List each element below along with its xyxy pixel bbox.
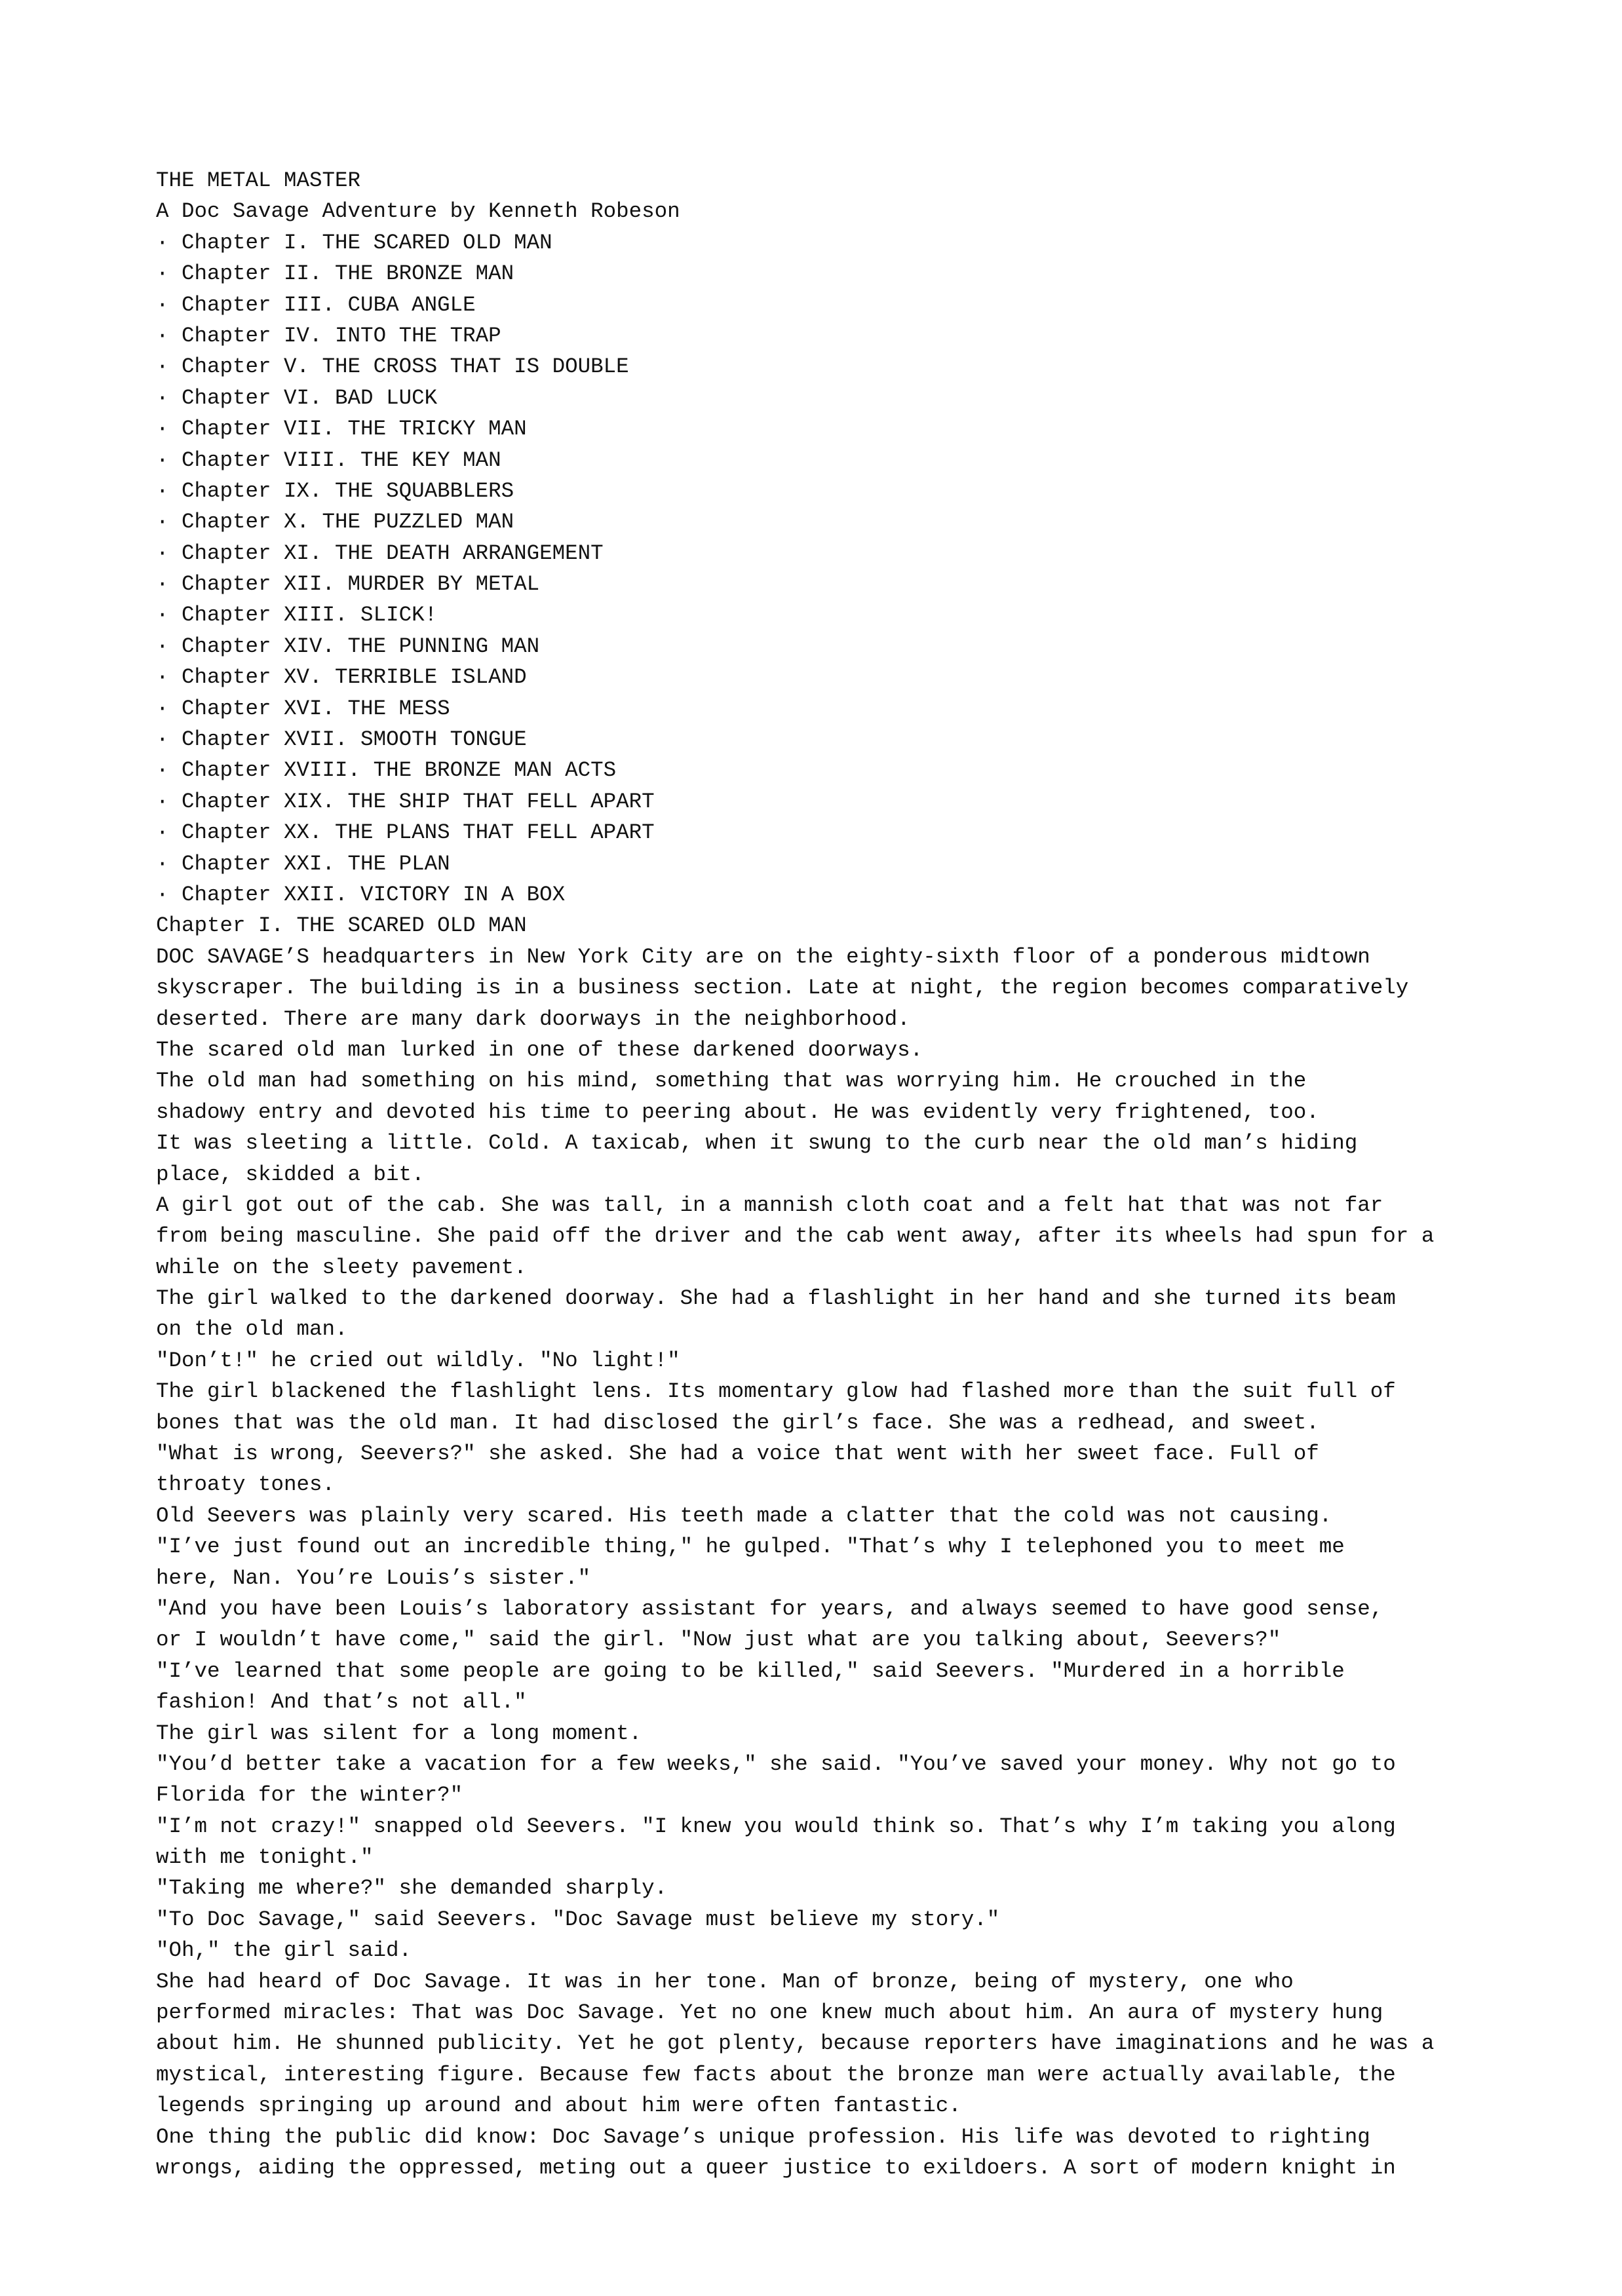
body-text-line: The scared old man lurked in one of these darkened doorways. <box>156 1037 923 1062</box>
body-text-line: The girl walked to the darkened doorway. She had a flashlight in her hand and she turned its beam <box>156 1286 1396 1311</box>
toc-item[interactable] <box>156 227 1480 258</box>
toc-item[interactable] <box>156 693 1480 724</box>
toc-item-label: Chapter XII. MURDER BY METAL <box>182 572 540 597</box>
toc-item[interactable] <box>156 538 1480 569</box>
toc-bullet: · <box>156 665 182 690</box>
toc-item-label: Chapter XVII. SMOOTH TONGUE <box>182 727 527 752</box>
body-text-line: "Oh," the girl said. <box>156 1938 412 1963</box>
body-text-line: One thing the public did know: Doc Savage’s unique profession. His life was devoted to righting <box>156 2124 1370 2149</box>
toc-item-label: Chapter VII. THE TRICKY MAN <box>182 417 527 442</box>
toc-bullet: · <box>156 758 182 783</box>
toc-bullet: · <box>156 230 182 255</box>
toc-item-label: Chapter XIII. SLICK! <box>182 603 438 628</box>
toc-bullet: · <box>156 572 182 597</box>
toc-item[interactable] <box>156 600 1480 630</box>
toc-item-label: Chapter XIX. THE SHIP THAT FELL APART <box>182 789 655 814</box>
toc-item[interactable] <box>156 413 1480 444</box>
body-text-line: place, skidded a bit. <box>156 1162 425 1187</box>
toc-bullet: · <box>156 478 182 503</box>
toc-item-label: Chapter IV. INTO THE TRAP <box>182 323 501 348</box>
toc-bullet: · <box>156 354 182 379</box>
document-page <box>156 165 1480 2183</box>
toc-bullet: · <box>156 727 182 752</box>
body-text-line: while on the sleety pavement. <box>156 1255 527 1280</box>
body-text-line: throaty tones. <box>156 1472 336 1497</box>
toc-item[interactable] <box>156 724 1480 755</box>
toc-item-label: Chapter X. THE PUZZLED MAN <box>182 510 514 535</box>
toc-item[interactable] <box>156 755 1480 786</box>
body-text-line: "I’ve learned that some people are going to be killed," said Seevers. "Murdered in a horrible <box>156 1658 1345 1683</box>
body-text-line: or I wouldn’t have come," said the girl. "Now just what are you talking about, Seevers?" <box>156 1628 1281 1653</box>
body-text-line: here, Nan. You’re Louis’s sister." <box>156 1565 591 1590</box>
body-text-line: skyscraper. The building is in a business section. Late at night, the region becomes comparatively <box>156 976 1409 1001</box>
body-text-line: "Taking me where?" she demanded sharply. <box>156 1876 668 1901</box>
toc-item[interactable] <box>156 507 1480 537</box>
body-text-line: from being masculine. She paid off the driver and the cab went away, after its wheels had spun for a <box>156 1224 1435 1249</box>
toc-bullet: · <box>156 323 182 348</box>
body-text-line: "To Doc Savage," said Seevers. "Doc Savage must believe my story." <box>156 1907 1000 1932</box>
body-text-line: "You’d better take a vacation for a few weeks," she said. "You’ve saved your money. Why not go to <box>156 1751 1396 1776</box>
toc-item[interactable] <box>156 476 1480 507</box>
toc-item-label: Chapter XXI. THE PLAN <box>182 851 450 876</box>
body-text-line: "What is wrong, Seevers?" she asked. She had a voice that went with her sweet face. Full of <box>156 1442 1319 1466</box>
body-text-line: performed miracles: That was Doc Savage. Yet no one knew much about him. An aura of mystery hung <box>156 2000 1383 2025</box>
toc-item-label: Chapter XV. TERRIBLE ISLAND <box>182 665 527 690</box>
toc-item[interactable] <box>156 258 1480 289</box>
body-text-line: "I’ve just found out an incredible thing," he gulped. "That’s why I telephoned you to meet me <box>156 1535 1345 1559</box>
body-text-line: bones that was the old man. It had disclosed the girl’s face. She was a redhead, and sweet. <box>156 1410 1319 1435</box>
toc-bullet: · <box>156 417 182 442</box>
body-text-line: "And you have been Louis’s laboratory assistant for years, and always seemed to have good sense, <box>156 1596 1383 1621</box>
toc-bullet: · <box>156 882 182 907</box>
toc-bullet: · <box>156 261 182 286</box>
toc-item-label: Chapter III. CUBA ANGLE <box>182 292 476 317</box>
body-text-line: A girl got out of the cab. She was tall, in a mannish cloth coat and a felt hat that was not far <box>156 1193 1383 1217</box>
body-text-line: Old Seevers was plainly very scared. His teeth made a clatter that the cold was not causing. <box>156 1503 1332 1528</box>
chapter-body <box>156 942 1480 2184</box>
body-text-line: about him. He shunned publicity. Yet he got plenty, because reporters have imaginations and he was a <box>156 2031 1435 2056</box>
toc-item-label: Chapter XVI. THE MESS <box>182 696 450 721</box>
body-text-line: "I’m not crazy!" snapped old Seevers. "I knew you would think so. That’s why I’m taking you along <box>156 1814 1396 1839</box>
toc-bullet: · <box>156 851 182 876</box>
toc-item-label: Chapter XX. THE PLANS THAT FELL APART <box>182 820 655 845</box>
body-text-line: shadowy entry and devoted his time to peering about. He was evidently very frightened, too. <box>156 1100 1319 1124</box>
toc-bullet: · <box>156 696 182 721</box>
body-text-line: It was sleeting a little. Cold. A taxicab, when it swung to the curb near the old man’s hiding <box>156 1131 1358 1156</box>
toc-item[interactable] <box>156 817 1480 848</box>
body-text-line: on the old man. <box>156 1317 348 1342</box>
body-text-line: legends springing up around and about him were often fantastic. <box>156 2094 961 2118</box>
book-title: THE METAL MASTER <box>156 168 361 193</box>
body-text-line: DOC SAVAGE’S headquarters in New York City are on the eighty-sixth floor of a ponderous midtown <box>156 944 1370 969</box>
toc-bullet: · <box>156 603 182 628</box>
toc-bullet: · <box>156 820 182 845</box>
toc-item[interactable] <box>156 662 1480 693</box>
toc-bullet: · <box>156 385 182 410</box>
toc-item-label: Chapter XXII. VICTORY IN A BOX <box>182 882 566 907</box>
toc-item-label: Chapter XI. THE DEATH ARRANGEMENT <box>182 541 604 565</box>
table-of-contents <box>156 227 1480 911</box>
toc-item[interactable] <box>156 631 1480 662</box>
toc-item-label: Chapter VIII. THE KEY MAN <box>182 448 501 472</box>
toc-item[interactable] <box>156 320 1480 351</box>
body-text-line: The old man had something on his mind, something that was worrying him. He crouched in the <box>156 1069 1307 1094</box>
body-text-line: wrongs, aiding the oppressed, meting out a queer justice to exildoers. A sort of modern knight in <box>156 2156 1396 2180</box>
toc-item[interactable] <box>156 849 1480 879</box>
toc-item[interactable] <box>156 290 1480 320</box>
toc-item-label: Chapter XIV. THE PUNNING MAN <box>182 634 540 659</box>
toc-item-label: Chapter IX. THE SQUABBLERS <box>182 478 514 503</box>
body-text-line: mystical, interesting figure. Because few facts about the bronze man were actually available, the <box>156 2062 1396 2087</box>
toc-item-label: Chapter I. THE SCARED OLD MAN <box>182 230 552 255</box>
toc-item-label: Chapter II. THE BRONZE MAN <box>182 261 514 286</box>
toc-item[interactable] <box>156 879 1480 910</box>
toc-bullet: · <box>156 541 182 565</box>
body-text-line: with me tonight." <box>156 1845 374 1870</box>
body-text-line: deserted. There are many dark doorways in the neighborhood. <box>156 1006 910 1031</box>
body-text-line: The girl was silent for a long moment. <box>156 1721 642 1746</box>
toc-bullet: · <box>156 634 182 659</box>
body-text-line: She had heard of Doc Savage. It was in her tone. Man of bronze, being of mystery, one who <box>156 1969 1294 1994</box>
body-text-line: fashion! And that’s not all." <box>156 1690 527 1715</box>
book-subtitle: A Doc Savage Adventure by Kenneth Robeson <box>156 199 680 224</box>
toc-item[interactable] <box>156 383 1480 413</box>
toc-item-label: Chapter XVIII. THE BRONZE MAN ACTS <box>182 758 617 783</box>
toc-item[interactable] <box>156 445 1480 476</box>
body-text-line: The girl blackened the flashlight lens. Its momentary glow had flashed more than the suit full of <box>156 1379 1396 1404</box>
toc-item-label: Chapter VI. BAD LUCK <box>182 385 438 410</box>
toc-bullet: · <box>156 448 182 472</box>
toc-item[interactable] <box>156 569 1480 600</box>
toc-bullet: · <box>156 510 182 535</box>
body-text-line: "Don’t!" he cried out wildly. "No light!" <box>156 1348 680 1373</box>
toc-bullet: · <box>156 292 182 317</box>
toc-item[interactable] <box>156 351 1480 382</box>
toc-bullet: · <box>156 789 182 814</box>
toc-item-label: Chapter V. THE CROSS THAT IS DOUBLE <box>182 354 629 379</box>
body-text-line: Florida for the winter?" <box>156 1783 463 1808</box>
toc-item[interactable] <box>156 786 1480 817</box>
chapter-heading: Chapter I. THE SCARED OLD MAN <box>156 913 527 938</box>
